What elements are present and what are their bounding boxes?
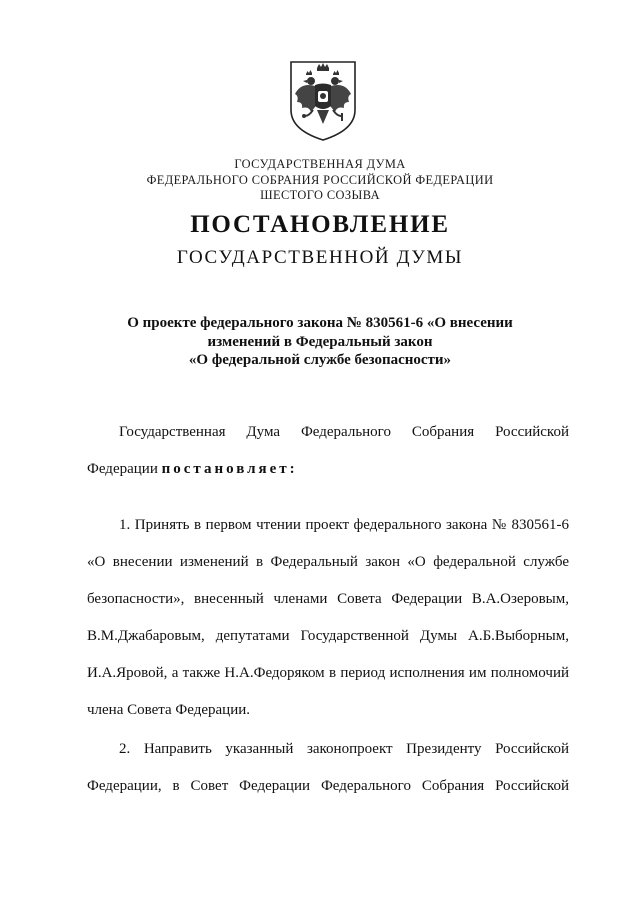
issuer-line-3: ШЕСТОГО СОЗЫВА — [260, 188, 380, 202]
subject-line-2: изменений в Федеральный закон — [207, 333, 433, 350]
item1-line-3: безопасности», внесенный членами Совета Федерации В.А.Озеровым, — [87, 591, 569, 607]
issuer-line-1: ГОСУДАРСТВЕННАЯ ДУМА — [234, 157, 406, 171]
item2-line-2: Федерации, в Совет Федерации Федерального Собрания Российской — [87, 778, 569, 794]
preamble-second-line-block — [87, 451, 569, 488]
issuer-header — [0, 157, 640, 204]
double-headed-eagle-emblem-icon — [287, 58, 359, 142]
preamble-first-line-block — [119, 414, 569, 451]
item2-line-1: 2. Направить указанный законопроект Президенту Российской — [119, 741, 569, 757]
preamble-resolves: постановляет: — [161, 461, 298, 477]
issuer-line-2: ФЕДЕРАЛЬНОГО СОБРАНИЯ РОССИЙСКОЙ ФЕДЕРАЦИИ — [146, 172, 494, 187]
item1-line-2: «О внесении изменений в Федеральный закон «О федеральной службе — [87, 554, 569, 570]
preamble-line-2 — [87, 451, 569, 488]
subject-line-1: О проекте федерального закона № 830561-6 «О внесении — [127, 315, 513, 331]
item1-first-line-block — [119, 507, 569, 544]
preamble-line-1: Государственная Дума Федерального Собрания Российской — [119, 424, 569, 440]
document-subject — [0, 314, 640, 370]
document-subtitle: ГОСУДАРСТВЕННОЙ ДУМЫ — [176, 247, 464, 268]
subject-line-3: «О федеральной службе безопасности» — [188, 352, 452, 368]
item1-line-5: И.А.Яровой, а также Н.А.Федоряком в период исполнения им полномочий — [87, 665, 569, 681]
preamble-word-federation: Федерации — [87, 461, 158, 477]
document-title: ПОСТАНОВЛЕНИЕ — [190, 211, 450, 238]
item1-line-6: члена Совета Федерации. — [87, 702, 251, 718]
item1-paragraph — [87, 544, 569, 729]
item2-first-line-block — [119, 731, 569, 768]
item2-paragraph — [87, 768, 569, 805]
item1-line-1: 1. Принять в первом чтении проект федерального закона № 830561-6 — [119, 517, 569, 533]
item1-line-4: В.М.Джабаровым, депутатами Государственной Думы А.Б.Выборным, — [87, 628, 569, 644]
